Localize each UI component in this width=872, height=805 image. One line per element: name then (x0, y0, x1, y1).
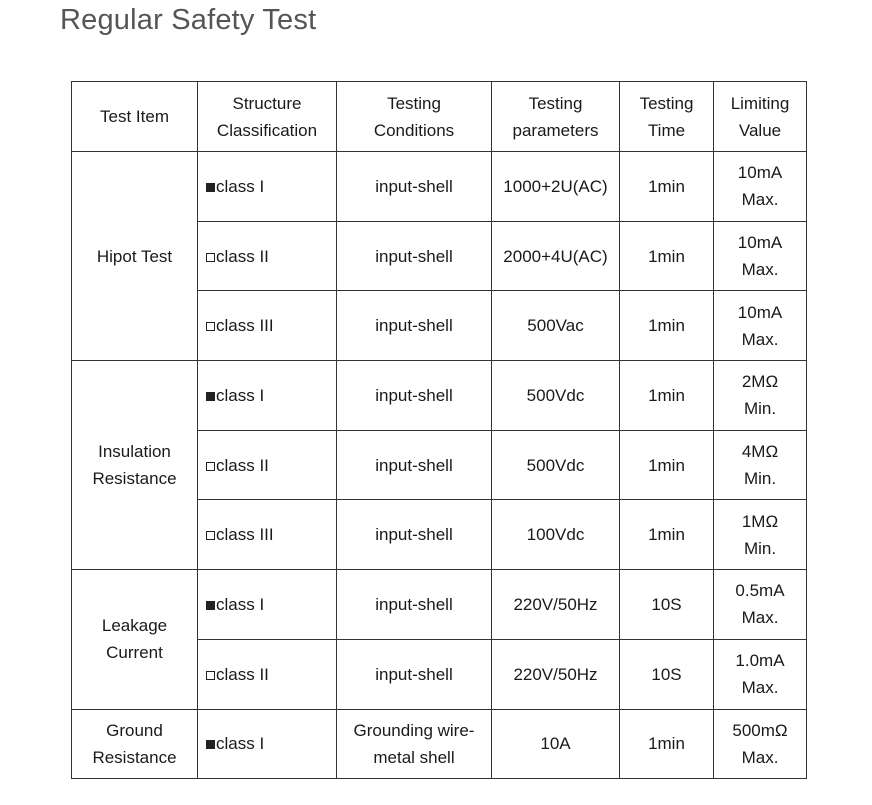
classification-cell: class I (198, 152, 337, 222)
conditions-cell: input-shell (337, 639, 492, 709)
classification-cell: class II (198, 639, 337, 709)
time-cell: 10S (620, 570, 714, 640)
conditions-cell: input-shell (337, 570, 492, 640)
classification-cell: class I (198, 361, 337, 431)
conditions-cell: input-shell (337, 152, 492, 222)
header-limiting-value: Limiting Value (714, 82, 807, 152)
group-ground-resistance: Ground Resistance (72, 709, 198, 779)
limit-cell: 0.5mA Max. (714, 570, 807, 640)
parameters-cell: 1000+2U(AC) (492, 152, 620, 222)
parameters-cell: 2000+4U(AC) (492, 221, 620, 291)
filled-square-icon (206, 392, 215, 401)
header-testing-parameters: Testing parameters (492, 82, 620, 152)
table-row (72, 570, 807, 640)
limit-cell: 10mA Max. (714, 152, 807, 222)
time-cell: 1min (620, 221, 714, 291)
conditions-cell: Grounding wire- metal shell (337, 709, 492, 779)
empty-square-icon (206, 671, 215, 680)
time-cell: 1min (620, 361, 714, 431)
time-cell: 1min (620, 291, 714, 361)
limit-cell: 10mA Max. (714, 221, 807, 291)
parameters-cell: 500Vac (492, 291, 620, 361)
filled-square-icon (206, 183, 215, 192)
filled-square-icon (206, 740, 215, 749)
table-row (72, 152, 807, 222)
limit-cell: 1.0mA Max. (714, 639, 807, 709)
header-testing-conditions: Testing Conditions (337, 82, 492, 152)
limit-cell: 2MΩ Min. (714, 361, 807, 431)
parameters-cell: 500Vdc (492, 430, 620, 500)
conditions-cell: input-shell (337, 500, 492, 570)
classification-cell: class I (198, 570, 337, 640)
filled-square-icon (206, 601, 215, 610)
conditions-cell: input-shell (337, 430, 492, 500)
header-structure-classification: Structure Classification (198, 82, 337, 152)
time-cell: 1min (620, 500, 714, 570)
group-hipot-test: Hipot Test (72, 152, 198, 361)
group-leakage-current: Leakage Current (72, 570, 198, 709)
classification-cell: class III (198, 500, 337, 570)
header-testing-time: Testing Time (620, 82, 714, 152)
empty-square-icon (206, 322, 215, 331)
conditions-cell: input-shell (337, 361, 492, 431)
parameters-cell: 100Vdc (492, 500, 620, 570)
parameters-cell: 500Vdc (492, 361, 620, 431)
header-test-item: Test Item (72, 82, 198, 152)
safety-test-table (71, 81, 807, 779)
classification-cell: class III (198, 291, 337, 361)
conditions-cell: input-shell (337, 221, 492, 291)
table-header-row (72, 82, 807, 152)
classification-cell: class I (198, 709, 337, 779)
time-cell: 10S (620, 639, 714, 709)
empty-square-icon (206, 462, 215, 471)
time-cell: 1min (620, 152, 714, 222)
empty-square-icon (206, 531, 215, 540)
time-cell: 1min (620, 709, 714, 779)
parameters-cell: 220V/50Hz (492, 639, 620, 709)
limit-cell: 1MΩ Min. (714, 500, 807, 570)
time-cell: 1min (620, 430, 714, 500)
table-row (72, 709, 807, 779)
group-insulation-resistance: Insulation Resistance (72, 361, 198, 570)
conditions-cell: input-shell (337, 291, 492, 361)
page-title: Regular Safety Test (60, 4, 317, 36)
classification-cell: class II (198, 430, 337, 500)
limit-cell: 500mΩ Max. (714, 709, 807, 779)
table-row (72, 361, 807, 431)
limit-cell: 4MΩ Min. (714, 430, 807, 500)
classification-cell: class II (198, 221, 337, 291)
parameters-cell: 220V/50Hz (492, 570, 620, 640)
empty-square-icon (206, 253, 215, 262)
limit-cell: 10mA Max. (714, 291, 807, 361)
parameters-cell: 10A (492, 709, 620, 779)
